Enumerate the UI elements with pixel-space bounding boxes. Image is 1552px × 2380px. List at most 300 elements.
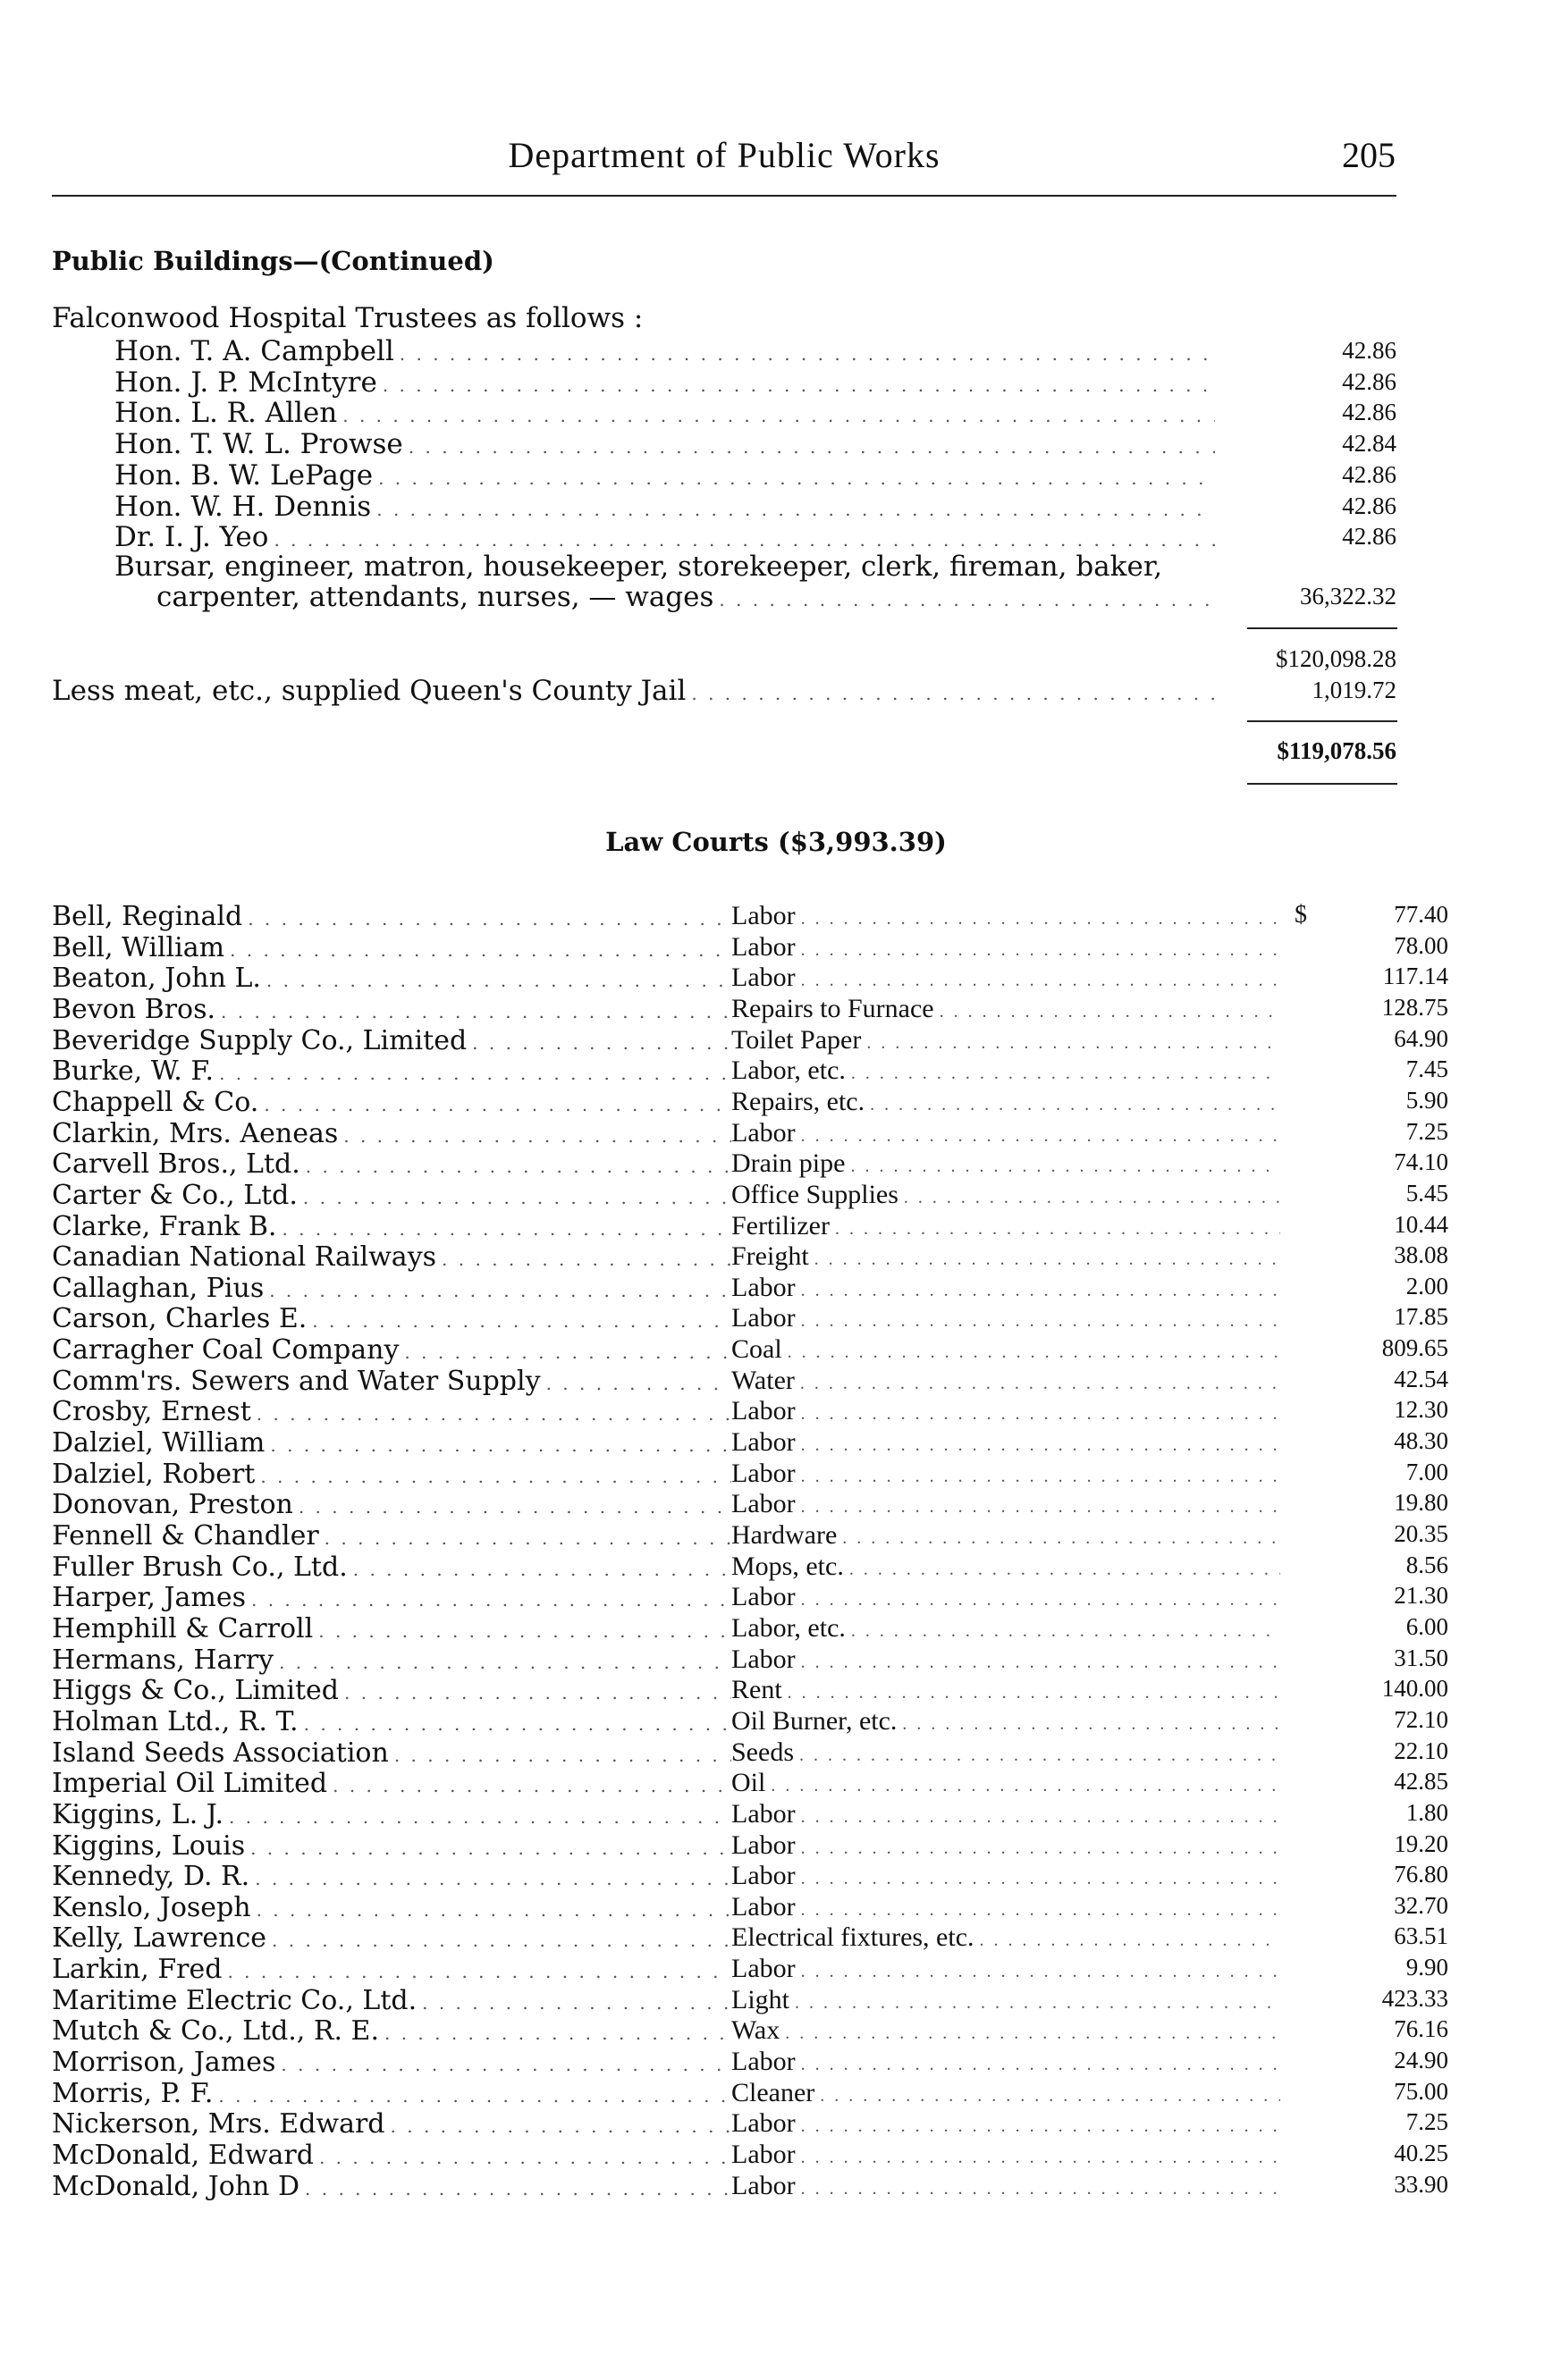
leader-dots [312,1310,731,1332]
trustee-name: Hon. B. W. LePage [114,459,374,492]
item-cell [731,1180,1286,1210]
payee-cell [52,2047,731,2078]
law-courts-row [52,1180,1448,1212]
law-courts-row [52,2015,1448,2048]
payee-name: Carragher Coal Company [52,1334,400,1366]
law-courts-row [52,1892,1448,1924]
payee-cell [52,1830,731,1862]
item-description: Mops, etc. [731,1552,844,1581]
leader-dots [788,1342,1280,1363]
leader-dots [851,1621,1280,1642]
item-cell [731,1861,1286,1891]
item-description: Hardware [731,1520,838,1550]
item-description: Labor [731,1427,796,1457]
law-courts-row [52,1768,1448,1800]
item-cell [731,1954,1286,1984]
leader-dots [376,499,1215,520]
trustee-name: Hon. L. R. Allen [114,397,338,429]
leader-dots [904,1188,1280,1208]
item-cell [731,1520,1286,1551]
item-description: Rent [731,1675,782,1704]
leader-dots [255,1868,731,1889]
leader-dots [342,405,1215,426]
law-courts-row [52,1799,1448,1831]
item-description: Toilet Paper [731,1025,862,1055]
trustee-amount: 42.86 [1342,523,1396,550]
payee-cell [52,1241,731,1273]
amount-cell: 423.33 [1381,1985,1448,2012]
trustee-amount: 42.84 [1342,430,1396,457]
law-courts-row [52,1334,1448,1367]
item-cell [731,1025,1286,1055]
amount-cell: 40.25 [1394,2140,1448,2166]
leader-dots [801,1962,1280,1982]
item-cell [731,994,1286,1024]
item-cell [731,1366,1286,1396]
law-courts-row [52,1861,1448,1893]
leader-dots [303,1187,731,1208]
leader-dots [333,1775,731,1796]
law-courts-row [52,1613,1448,1645]
payee-name: McDonald, Edward [52,2140,314,2171]
leader-dots [801,1404,1280,1425]
leader-dots [800,1374,1280,1394]
item-description: Wax [731,2015,780,2045]
payee-name: Donovan, Preston [52,1489,293,1520]
payee-cell [52,963,731,994]
total-amount: $119,078.56 [1277,737,1396,764]
law-courts-row [52,1830,1448,1863]
amount-cell: 9.90 [1405,1954,1448,1981]
item-cell [731,1396,1286,1426]
payee-name: Bevon Bros. [52,994,216,1025]
amount-cell: 1.80 [1405,1799,1448,1826]
item-description: Labor [731,1861,796,1890]
item-description: Labor [731,2108,796,2138]
header-rule [52,195,1396,197]
amount-cell: 75.00 [1394,2078,1448,2105]
leader-dots [270,1434,731,1456]
law-courts-row [52,1644,1448,1677]
leader-dots [260,1466,731,1487]
law-courts-row [52,1087,1448,1119]
payee-name: Crosby, Ernest [52,1396,251,1427]
item-cell [731,1148,1286,1179]
trustee-amount: 42.86 [1342,461,1396,488]
leader-dots [257,1403,731,1425]
leader-dots [801,1590,1280,1610]
item-description: Repairs, etc. [731,1087,865,1116]
trustee-name: Hon. T. W. L. Prowse [114,428,403,460]
law-courts-row [52,1366,1448,1398]
amount-cell: 74.10 [1394,1148,1448,1175]
item-cell [731,963,1286,993]
payee-name: Dalziel, William [52,1427,266,1459]
law-courts-row [52,1737,1448,1770]
amount-cell: 42.54 [1394,1366,1448,1392]
leader-dots [801,1126,1280,1147]
law-courts-row [52,1241,1448,1274]
leader-dots [801,1653,1280,1673]
item-description: Water [731,1366,795,1395]
payee-cell [52,1303,731,1334]
item-description: Seeds [731,1737,794,1767]
trustee-row [114,366,1220,399]
leader-dots [801,1497,1280,1518]
payee-cell [52,1427,731,1459]
item-description: Labor [731,1459,796,1488]
item-cell [731,901,1286,931]
payee-cell [52,1799,731,1830]
law-courts-row [52,1273,1448,1305]
item-description: Oil [731,1768,766,1797]
payee-cell [52,2015,731,2047]
leader-dots [319,2147,731,2168]
trustee-name: Hon. T. A. Campbell [114,335,394,367]
amount-cell: 78.00 [1394,932,1448,959]
item-description: Labor [731,1644,796,1674]
amount-cell: 21.30 [1394,1582,1448,1609]
item-description: Labor, etc. [731,1055,846,1085]
leader-dots [281,2054,731,2075]
payee-cell [52,1396,731,1427]
trustee-row [114,428,1220,460]
less-line [52,675,1220,707]
amount-cell: 72.10 [1394,1706,1448,1733]
item-cell [731,2140,1286,2170]
leader-dots [272,1930,731,1951]
law-courts-row [52,1118,1448,1150]
bursar-line-2-text: carpenter, attendants, nurses, — wages [156,581,714,613]
leader-dots [251,1589,731,1610]
law-courts-row [52,2047,1448,2079]
leader-dots [299,1496,731,1518]
item-cell [731,1675,1286,1705]
leader-dots [442,1249,731,1270]
payee-cell [52,1180,731,1211]
item-description: Drain pipe [731,1148,846,1178]
leader-dots [344,1682,731,1703]
law-courts-row [52,963,1448,995]
leader-dots [384,2023,731,2044]
payee-name: Chappell & Co. [52,1087,259,1118]
amount-cell: 33.90 [1394,2171,1448,2198]
leader-dots [318,1620,731,1642]
item-description: Fertilizer [731,1211,830,1240]
law-courts-row [52,1427,1448,1459]
leader-dots [422,1992,731,2014]
trustee-row [114,459,1220,492]
payee-cell [52,1489,731,1520]
item-description: Labor [731,1303,796,1333]
leader-dots [404,1341,731,1363]
item-description: Labor [731,1273,796,1302]
item-description: Labor [731,1892,796,1922]
payee-cell [52,1334,731,1366]
amount-cell: 76.16 [1394,2015,1448,2042]
item-cell [731,1737,1286,1768]
leader-dots [801,1311,1280,1332]
leader-dots [866,1033,1280,1054]
item-description: Labor [731,2140,796,2169]
payee-name: Beveridge Supply Co., Limited [52,1025,468,1056]
item-cell [731,1055,1286,1086]
payee-name: Hemphill & Carroll [52,1613,314,1644]
item-description: Coal [731,1334,782,1364]
payee-name: Fuller Brush Co., Ltd. [52,1552,348,1583]
section-heading-law-courts: Law Courts ($3,993.39) [605,827,947,857]
leader-dots [264,1094,731,1115]
page-header-title: Department of Public Works [508,135,940,175]
payee-name: Island Seeds Association [52,1737,389,1769]
trustee-amount: 42.86 [1342,337,1396,364]
leader-dots [472,1032,731,1054]
leader-dots [269,1280,731,1301]
item-cell [731,1892,1286,1922]
item-description: Labor [731,2047,796,2076]
amount-cell: 63.51 [1394,1922,1448,1949]
payee-cell [52,1520,731,1552]
amount-cell: 20.35 [1394,1520,1448,1547]
leader-dots [835,1219,1280,1240]
leader-dots [691,683,1215,704]
law-courts-row [52,2078,1448,2110]
payee-name: Harper, James [52,1582,246,1613]
payee-name: Carson, Charles E. [52,1303,308,1334]
amount-cell: 6.00 [1405,1613,1448,1640]
item-cell [731,2171,1286,2201]
amount-cell: 76.80 [1394,1861,1448,1888]
payee-name: Dalziel, Robert [52,1459,256,1490]
payee-name: Kennedy, D. R. [52,1861,250,1892]
leader-dots [801,1838,1280,1859]
item-cell [731,1830,1286,1861]
payee-cell [52,1985,731,2016]
amount-cell: 7.25 [1405,1118,1448,1145]
leader-dots [980,1930,1280,1951]
law-courts-row [52,2171,1448,2203]
leader-dots [394,1745,731,1766]
item-cell [731,1334,1286,1365]
payee-name: Beaton, John L. [52,963,261,994]
trustee-row [114,521,1220,553]
law-courts-row [52,2108,1448,2140]
payee-name: Holman Ltd., R. T. [52,1706,299,1737]
trustees-intro: Falconwood Hospital Trustees as follows : [52,302,644,334]
law-courts-row [52,994,1448,1026]
item-cell [731,1985,1286,2015]
total-rule-bottom [1247,783,1397,785]
law-courts-row [52,1459,1448,1491]
item-cell [731,932,1286,963]
leader-dots [771,1776,1280,1796]
amount-cell: 24.90 [1394,2047,1448,2073]
item-cell [731,1552,1286,1582]
item-description: Oil Burner, etc. [731,1706,898,1736]
less-label: Less meat, etc., supplied Queen's County Jail [52,675,687,707]
amount-cell: 5.45 [1405,1180,1448,1207]
payee-cell [52,932,731,963]
payee-cell [52,1954,731,1985]
trustee-name: Hon. J. P. McIntyre [114,366,377,399]
item-cell [731,1613,1286,1644]
amount-cell: 117.14 [1382,963,1448,989]
leader-dots [801,1807,1280,1828]
trustee-name: Dr. I. J. Yeo [114,521,269,553]
item-description: Labor [731,1118,796,1148]
currency-symbol: $ [1295,901,1307,929]
law-courts-row [52,1489,1448,1521]
leader-dots [325,1527,731,1549]
payee-cell [52,1055,731,1087]
amount-cell: 17.85 [1394,1303,1448,1330]
payee-name: Maritime Electric Co., Ltd. [52,1985,418,2016]
item-description: Labor [731,1396,796,1425]
payee-cell [52,1148,731,1180]
item-cell [731,1799,1286,1829]
leader-dots [250,1838,731,1859]
leader-dots [801,909,1280,929]
payee-name: Imperial Oil Limited [52,1768,328,1799]
amount-cell: 12.30 [1394,1396,1448,1423]
amount-cell: 32.70 [1394,1892,1448,1919]
payee-name: Canadian National Railways [52,1241,437,1273]
leader-dots [279,1652,731,1673]
payee-cell [52,1273,731,1304]
payee-cell [52,1582,731,1613]
payee-name: McDonald, John D [52,2171,300,2202]
item-description: Labor [731,1799,796,1829]
leader-dots [842,1528,1280,1549]
item-cell [731,1087,1286,1117]
law-courts-row [52,1706,1448,1738]
bursar-line-2 [156,581,1220,613]
payee-cell [52,1706,731,1737]
payee-name: Clarkin, Mrs. Aeneas [52,1118,339,1149]
leader-dots [795,1993,1280,2014]
trustee-row [114,397,1220,429]
payee-name: Kelly, Lawrence [52,1922,267,1954]
leader-dots [801,2055,1280,2075]
item-description: Freight [731,1241,809,1271]
leader-dots [801,1281,1280,1301]
leader-dots [801,2116,1280,2137]
payee-name: Kiggins, L. J. [52,1799,224,1830]
amount-cell: 31.50 [1394,1644,1448,1671]
item-description: Labor [731,1954,796,1983]
leader-dots [230,939,731,961]
trustee-row [114,491,1220,523]
payee-name: Clarke, Frank B. [52,1211,277,1242]
leader-dots [801,971,1280,991]
item-cell [731,1922,1286,1953]
item-cell [731,2108,1286,2139]
item-description: Office Supplies [731,1180,898,1209]
less-amount: 1,019.72 [1312,677,1396,703]
leader-dots [221,1001,731,1022]
item-description: Light [731,1985,789,2014]
amount-cell: 64.90 [1394,1025,1448,1052]
law-courts-row [52,1055,1448,1088]
payee-name: Bell, William [52,932,225,963]
payee-name: Fennell & Chandler [52,1520,319,1552]
leader-dots [400,343,1215,365]
amount-cell: 128.75 [1381,994,1448,1021]
payee-name: Higgs & Co., Limited [52,1675,340,1706]
law-courts-row [52,1396,1448,1428]
law-courts-row [52,1985,1448,2017]
bursar-amount: 36,322.32 [1300,583,1396,610]
item-cell [731,1459,1286,1489]
payee-name: Kenslo, Joseph [52,1892,251,1923]
leader-dots [274,529,1215,551]
law-courts-row [52,1552,1448,1584]
trustee-name: Hon. W. H. Dennis [114,491,372,523]
payee-name: Mutch & Co., Ltd., R. E. [52,2015,379,2047]
leader-dots [343,1125,731,1147]
payee-cell [52,1892,731,1923]
leader-dots [801,1900,1280,1921]
item-description: Labor [731,932,796,962]
amount-cell: 19.20 [1394,1830,1448,1857]
payee-cell [52,1737,731,1769]
bursar-line-1: Bursar, engineer, matron, housekeeper, storekeeper, clerk, fireman, baker, [114,551,1163,583]
payee-name: Carvell Bros., Ltd. [52,1148,300,1180]
payee-name: Kiggins, Louis [52,1830,246,1862]
leader-dots [409,436,1215,458]
law-courts-row [52,1582,1448,1614]
payee-name: Nickerson, Mrs. Edward [52,2108,385,2140]
leader-dots [266,970,731,991]
leader-dots [257,1899,731,1921]
payee-cell [52,1118,731,1149]
item-cell [731,1489,1286,1519]
item-cell [731,1241,1286,1272]
item-cell [731,1211,1286,1241]
law-courts-row [52,901,1448,933]
item-cell [731,1706,1286,1737]
item-cell [731,1768,1286,1798]
payee-cell [52,2108,731,2140]
payee-name: Larkin, Fred [52,1954,223,1985]
subtotal-rule [1247,627,1397,629]
leader-dots [801,2179,1280,2199]
law-courts-row [52,1520,1448,1552]
item-description: Labor [731,1582,796,1611]
leader-dots [870,1095,1280,1115]
item-description: Labor [731,2171,796,2200]
payee-cell [52,1087,731,1118]
leader-dots [801,1869,1280,1889]
item-cell [731,1582,1286,1612]
amount-cell: 42.85 [1394,1768,1448,1795]
payee-cell [52,1613,731,1644]
payee-cell [52,1675,731,1706]
page-number: 205 [1342,135,1396,175]
amount-cell: 2.00 [1405,1273,1448,1299]
subtotal-amount: $120,098.28 [1276,645,1396,672]
leader-dots [801,1467,1280,1487]
leader-dots [851,1064,1280,1084]
law-courts-row [52,932,1448,964]
payee-cell [52,1552,731,1583]
amount-cell: 140.00 [1381,1675,1448,1702]
item-description: Labor [731,901,796,930]
law-courts-row [52,2140,1448,2172]
item-cell [731,1118,1286,1148]
payee-cell [52,2171,731,2202]
amount-cell: 5.90 [1405,1087,1448,1114]
